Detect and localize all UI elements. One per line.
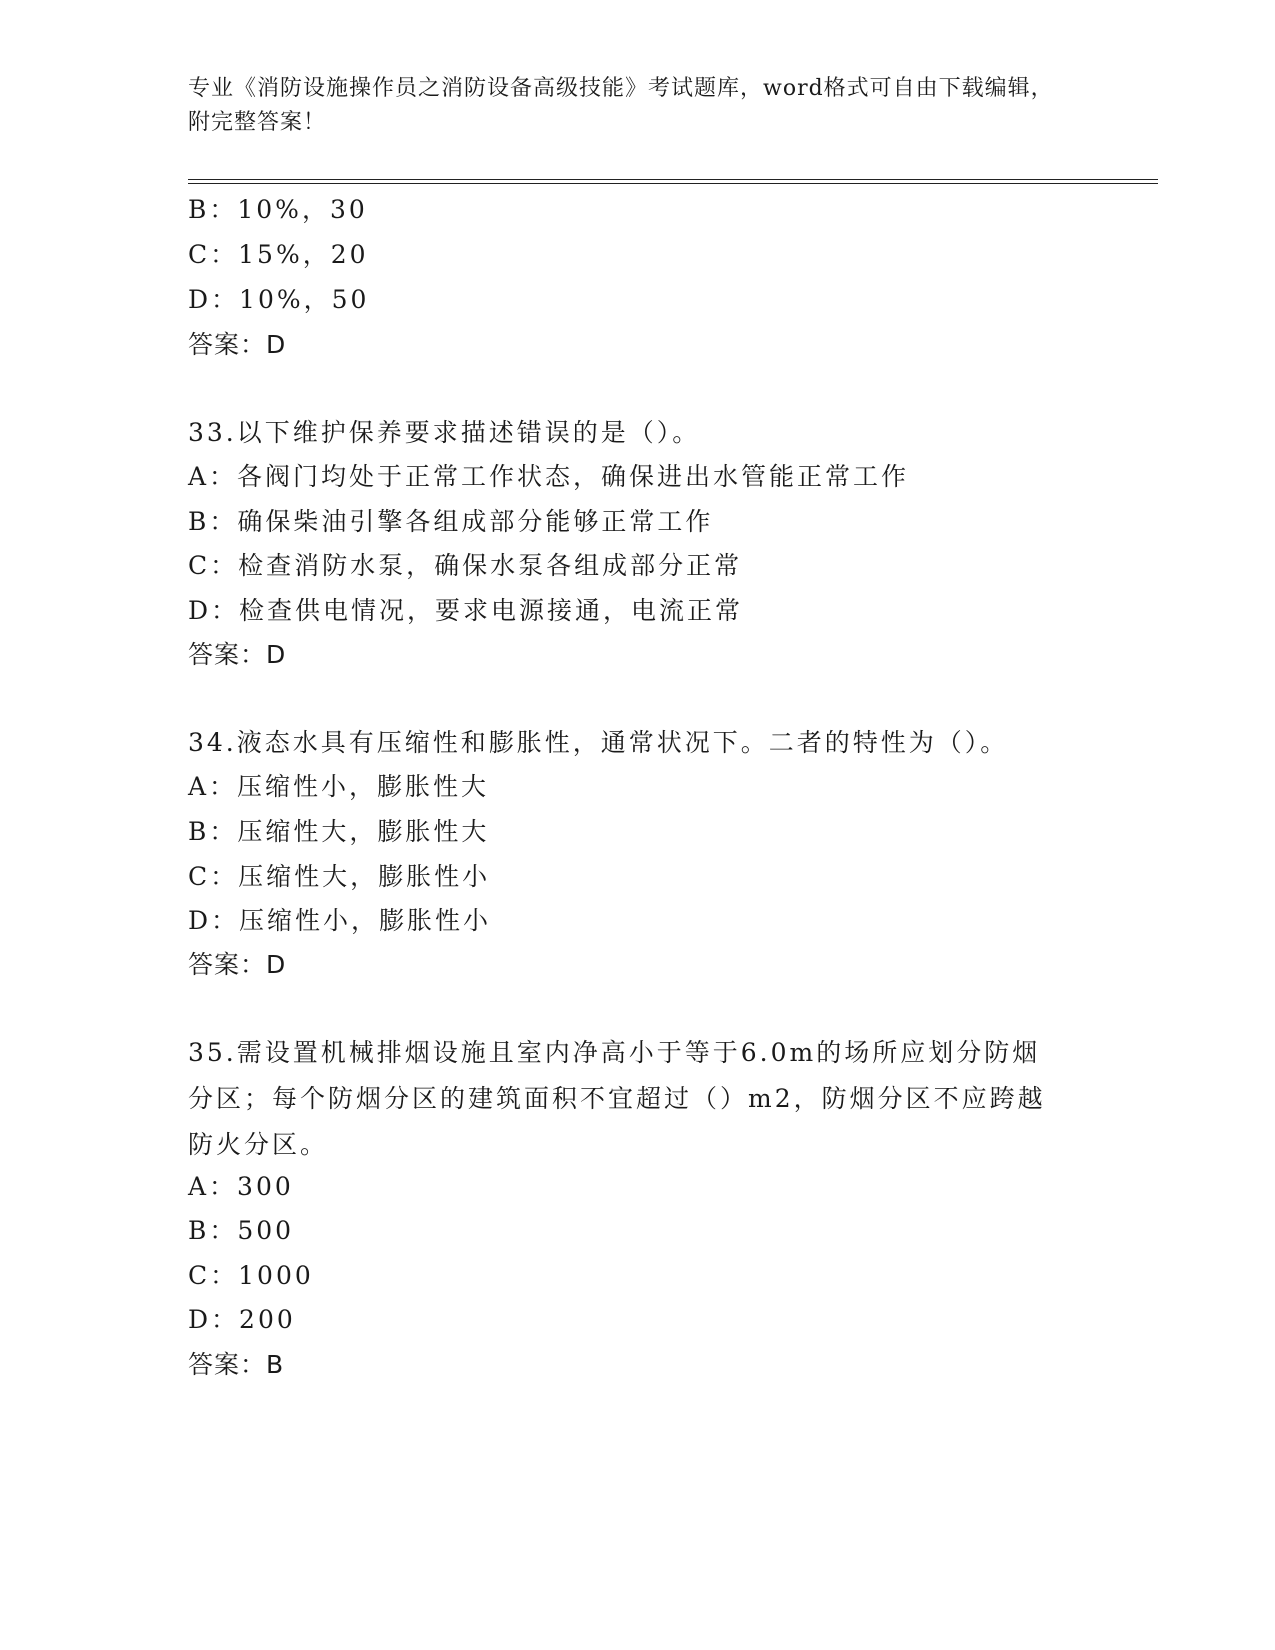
option-c: C：压缩性大，膨胀性小 [188,862,491,891]
answer-line: 答案：B [188,1350,285,1379]
option-d: D：200 [188,1305,296,1334]
option-d: D：10%，50 [188,285,370,314]
header-divider-top [188,179,1158,180]
question-stem: 33.以下维护保养要求描述错误的是（）。 [188,418,701,447]
option-a: A：各阀门均处于正常工作状态，确保进出水管能正常工作 [188,462,910,491]
answer-line: 答案：D [188,950,287,979]
option-b: B：500 [188,1216,295,1245]
question-stem: 35.需设置机械排烟设施且室内净高小于等于6.0m的场所应划分防烟分区；每个防烟分区的建筑面积不宜超过（）m2，防烟分区不应跨越防火分区。 [188,1038,1046,1159]
option-c: C：1000 [188,1261,314,1290]
header-divider-bottom [188,183,1158,184]
option-b: B：10%，30 [188,195,368,224]
option-d: D：检查供电情况，要求电源接通，电流正常 [188,596,744,625]
answer-line: 答案：D [188,330,287,359]
answer-line: 答案：D [188,640,287,669]
option-b: B：压缩性大，膨胀性大 [188,817,490,846]
option-d: D：压缩性小，膨胀性小 [188,906,492,935]
question-stem: 34.液态水具有压缩性和膨胀性，通常状况下。二者的特性为（）。 [188,728,1009,757]
option-a: A：压缩性小，膨胀性大 [188,772,490,801]
option-c: C：检查消防水泵，确保水泵各组成部分正常 [188,551,743,580]
option-a: A：300 [188,1172,294,1201]
document-header: 专业《消防设施操作员之消防设备高级技能》考试题库，word格式可自由下载编辑，附完整答案！ [188,76,1054,135]
option-b: B：确保柴油引擎各组成部分能够正常工作 [188,507,714,536]
option-c: C：15%，20 [188,240,369,269]
